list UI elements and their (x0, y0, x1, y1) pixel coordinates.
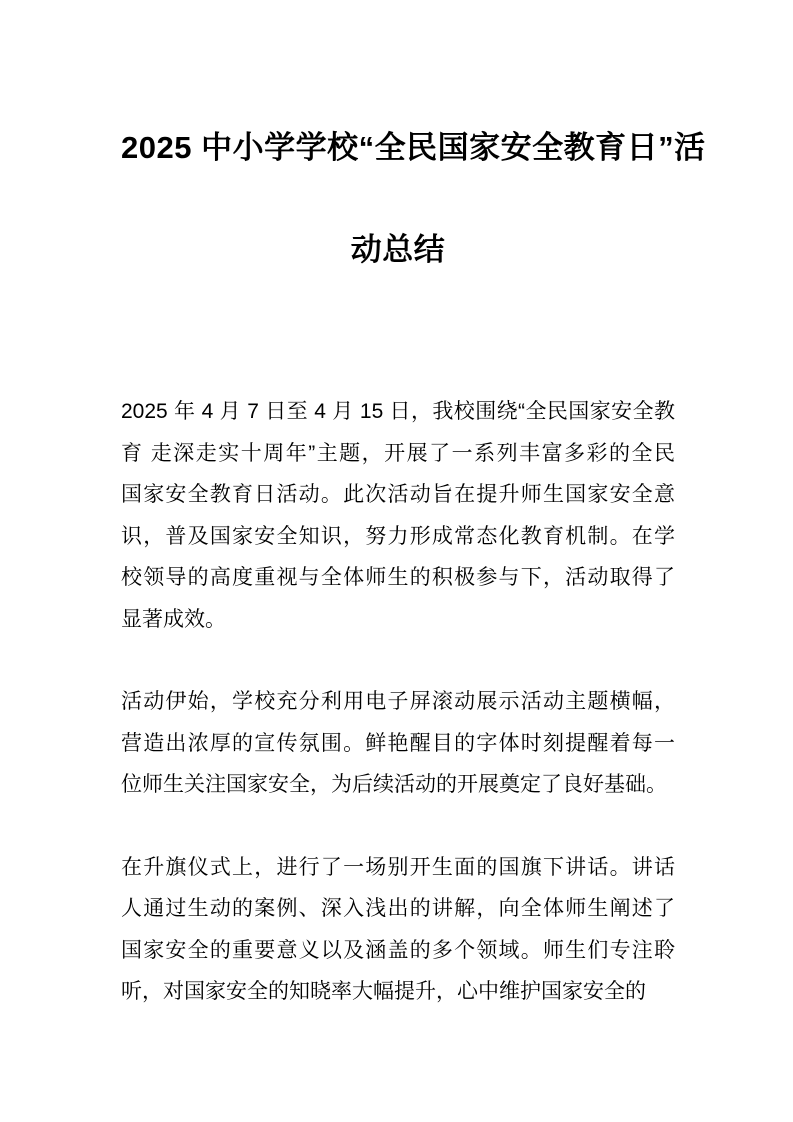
text-line: 活动伊始，学校充分利用电子屏滚动展示活动主题横幅， (121, 690, 675, 713)
paragraph-flag-speech (121, 847, 675, 1013)
text-line: 在升旗仪式上，进行了一场别开生面的国旗下讲话。讲话 (121, 855, 675, 879)
paragraph-banner-display (121, 681, 675, 806)
document-content (0, 97, 793, 1013)
title-line-1: 2025 中小学学校“全民国家安全教育日”活 (121, 130, 706, 165)
text-line: 国家安全的重要意义以及涵盖的多个领域。师生们专注聆 (121, 938, 675, 962)
text-line: 人通过生动的案例、深入浅出的讲解，向全体师生阐述了 (121, 897, 675, 920)
paragraph-overview (121, 391, 675, 640)
text-line: 2025 年 4 月 7 日至 4 月 15 日，我校围绕“全民国家安全教 (121, 400, 675, 423)
text-line: 位师生关注国家安全，为后续活动的开展奠定了良好基础。 (121, 773, 667, 796)
text-line: 国家安全教育日活动。此次活动旨在提升师生国家安全意 (121, 483, 675, 506)
text-line: 营造出浓厚的宣传氛围。鲜艳醒目的字体时刻提醒着每一 (121, 731, 675, 755)
text-line: 识，普及国家安全知识，努力形成常态化教育机制。在学 (121, 524, 675, 548)
text-line: 听，对国家安全的知晓率大幅提升，心中维护国家安全的 (121, 980, 646, 1003)
text-line: 校领导的高度重视与全体师生的积极参与下，活动取得了 (121, 566, 675, 589)
text-line: 育 走深走实十周年”主题，开展了一系列丰富多彩的全民 (121, 441, 675, 465)
title-line-2: 动总结 (350, 232, 446, 267)
text-line: 显著成效。 (121, 607, 226, 631)
document-title (121, 97, 706, 301)
